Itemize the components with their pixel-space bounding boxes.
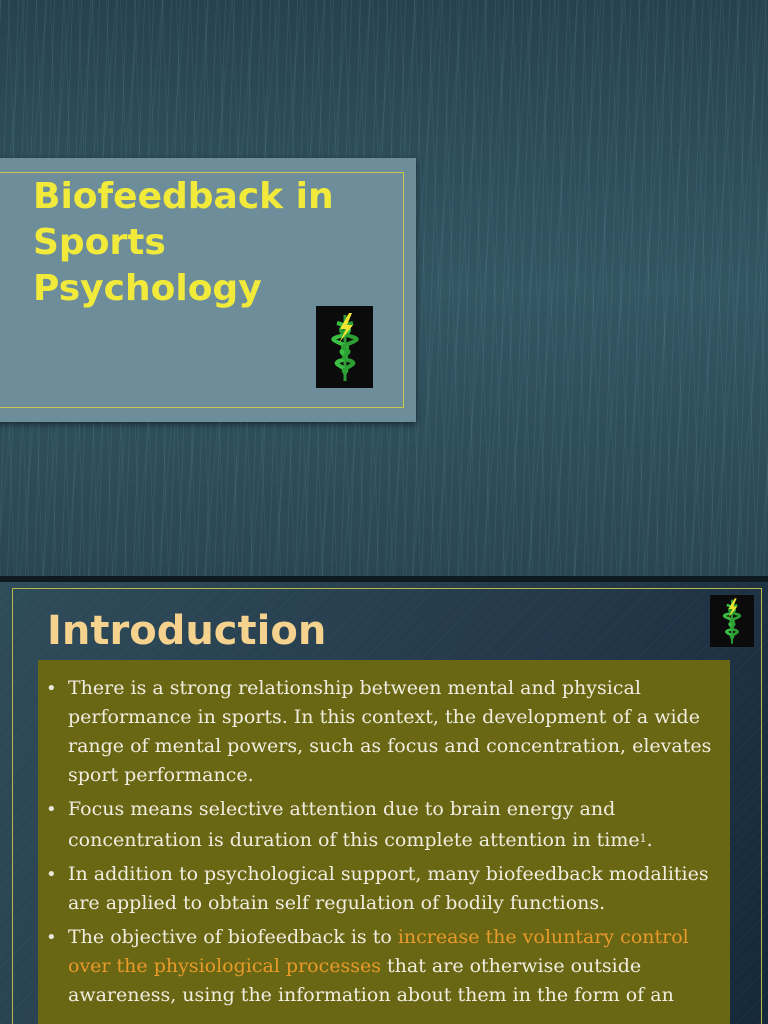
- bullet-text-end: that are otherwise outside awareness, using the information about them in the form of an: [68, 955, 674, 1006]
- reference-marker: 1: [639, 832, 647, 845]
- bullet-icon: •: [46, 799, 57, 820]
- slide-title-line-2: Sports: [33, 222, 166, 263]
- bullet-text-end: .: [646, 829, 653, 851]
- caduceus-logo-icon: [316, 306, 373, 388]
- bullet-item-4: [38, 923, 718, 1010]
- bullet-icon: •: [46, 678, 57, 699]
- introduction-slide: [0, 582, 768, 1024]
- bullet-text: In addition to psychological support, many biofeedback modalities are applied to obtain self regulation of bodily functions.: [68, 863, 709, 914]
- slide-title-line-3: Psychology: [33, 268, 262, 309]
- caduceus-small-svg: [717, 597, 747, 645]
- bullet-item-3: [38, 860, 718, 918]
- bullet-icon: •: [46, 927, 57, 948]
- bullet-text: Focus means selective attention due to brain energy and concentration is duration of this complete attention in time: [68, 798, 640, 851]
- bullet-text: The objective of biofeedback is to: [68, 926, 398, 948]
- bullet-list: [38, 674, 718, 1015]
- bullet-text: There is a strong relationship between mental and physical performance in sports. In this context, the development of a wide range of mental powers, such as focus and concentration, elevates sport performance.: [68, 677, 712, 786]
- caduceus-svg: [325, 311, 365, 383]
- bullet-item-2: [38, 795, 718, 855]
- slide-title: [33, 174, 393, 312]
- highlighted-text: increase the voluntary control over the physiological processes: [68, 926, 689, 977]
- slide-title-line-1: Biofeedback in: [33, 176, 334, 217]
- caduceus-logo-small-icon: [710, 595, 754, 647]
- intro-title: Introduction: [47, 608, 327, 654]
- content-box: [38, 660, 730, 1024]
- bullet-item-1: [38, 674, 718, 790]
- bullet-icon: •: [46, 864, 57, 885]
